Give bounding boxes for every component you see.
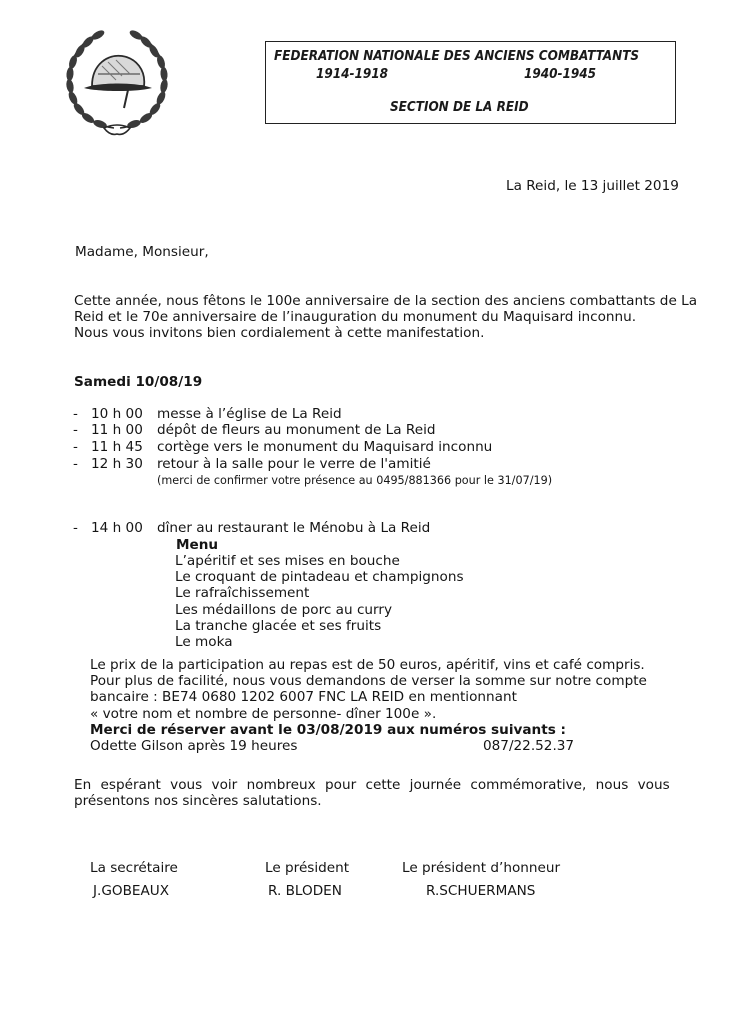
payment-line-4: « votre nom et nombre de personne- dîner 100e ». [90, 706, 437, 722]
signature-role: La secrétaire [90, 860, 178, 876]
letterhead-box [265, 41, 676, 124]
schedule-item: retour à la salle pour le verre de l'amitié [157, 456, 431, 472]
section-title: SECTION DE LA REID [390, 100, 529, 115]
signature-name: R.SCHUERMANS [426, 883, 536, 899]
schedule-item: dépôt de fleurs au monument de La Reid [157, 422, 436, 438]
schedule-time: 11 h 45 [91, 439, 143, 455]
closing-line-1: En espérant vous voir nombreux pour cette journée commémorative, nous vous [74, 777, 670, 793]
payment-line-1: Le prix de la participation au repas est de 50 euros, apéritif, vins et café compris. [90, 657, 645, 673]
list-bullet: - [73, 422, 78, 438]
list-bullet: - [73, 406, 78, 422]
signature-role: Le président d’honneur [402, 860, 561, 876]
intro-line-3: Nous vous invitons bien cordialement à cette manifestation. [74, 325, 485, 341]
signature-name: J.GOBEAUX [93, 883, 170, 899]
helmet-wreath-emblem [58, 24, 176, 146]
menu-item: Le moka [175, 634, 233, 650]
schedule-time: 12 h 30 [91, 456, 143, 472]
list-bullet: - [73, 456, 78, 472]
signature-name: R. BLODEN [268, 883, 342, 899]
menu-item: L’apéritif et ses mises en bouche [175, 553, 400, 569]
menu-item: Le rafraîchissement [175, 585, 310, 601]
dinner-time: 14 h 00 [91, 520, 143, 536]
payment-line-3: bancaire : BE74 0680 1202 6007 FNC LA REID en mentionnant [90, 689, 517, 705]
payment-line-2: Pour plus de facilité, nous vous demandons de verser la somme sur notre compte [90, 673, 647, 689]
confirm-note: (merci de confirmer votre présence au 0495/881366 pour le 31/07/19) [157, 474, 553, 487]
schedule-item: cortège vers le monument du Maquisard inconnu [157, 439, 493, 455]
closing-line-2: présentons nos sincères salutations. [74, 793, 322, 809]
reserve-phone: 087/22.52.37 [483, 738, 575, 754]
menu-item: La tranche glacée et ses fruits [175, 618, 382, 634]
schedule-time: 10 h 00 [91, 406, 143, 422]
years-right: 1940-1945 [524, 67, 597, 82]
date-line: La Reid, le 13 juillet 2019 [506, 178, 679, 194]
event-date: Samedi 10/08/19 [74, 374, 203, 390]
menu-item: Le croquant de pintadeau et champignons [175, 569, 464, 585]
intro-line-2: Reid et le 70e anniversaire de l’inauguration du monument du Maquisard inconnu. [74, 309, 637, 325]
list-bullet: - [73, 520, 78, 536]
schedule-time: 11 h 00 [91, 422, 143, 438]
reserve-contact: Odette Gilson après 19 heures [90, 738, 298, 754]
menu-item: Les médaillons de porc au curry [175, 602, 393, 618]
federation-title: FEDERATION NATIONALE DES ANCIENS COMBATTANTS [274, 49, 640, 64]
signature-role: Le président [265, 860, 350, 876]
intro-line-1: Cette année, nous fêtons le 100e anniversaire de la section des anciens combattants de La [74, 293, 698, 309]
dinner-text: dîner au restaurant le Ménobu à La Reid [157, 520, 431, 536]
reserve-heading: Merci de réserver avant le 03/08/2019 aux numéros suivants : [90, 722, 566, 738]
salutation: Madame, Monsieur, [75, 244, 209, 260]
list-bullet: - [73, 439, 78, 455]
years-left: 1914-1918 [316, 67, 389, 82]
menu-title: Menu [176, 537, 219, 553]
schedule-item: messe à l’église de La Reid [157, 406, 342, 422]
